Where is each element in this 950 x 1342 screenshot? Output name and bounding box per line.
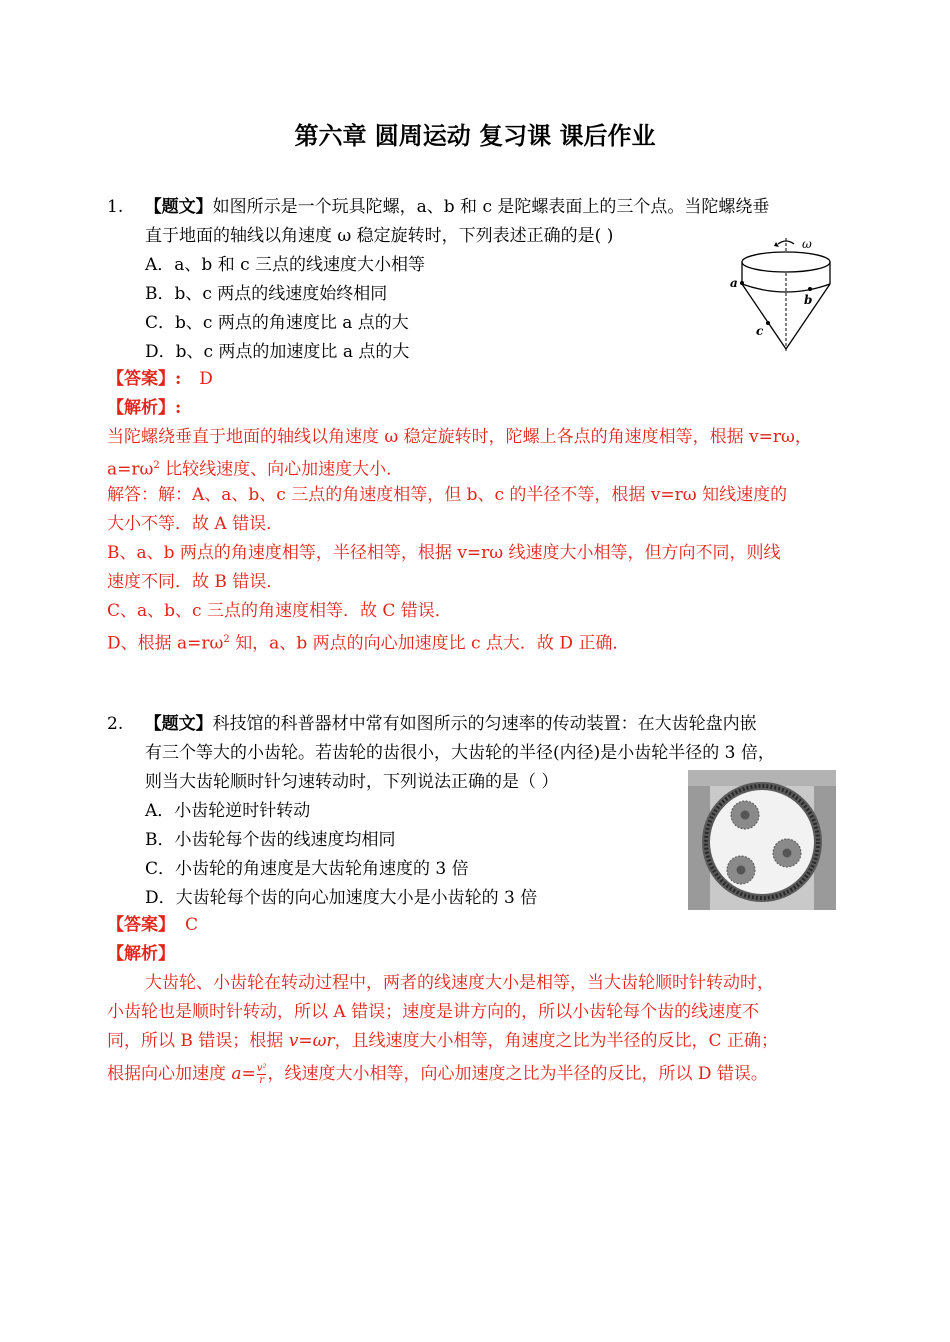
question-1-analysis-line-1: 当陀螺绕垂直于地面的轴线以角速度 ω 稳定旋转时，陀螺上各点的角速度相等，根据 v=rω， — [107, 427, 812, 447]
small-gear-bottom — [727, 856, 755, 884]
question-2-analysis-line-4: 根据向心加速度 a= $\frac{\text{v²}}{r}$ ，线速度大小相等，向心加速度之比为半径的反比，所以 D 错误。 — [107, 1063, 768, 1086]
formula-a-rw: a=rω — [107, 459, 154, 480]
question-2-stem-line-3: 则当大齿轮顺时针匀速转动时，下列说法正确的是（ ） — [145, 772, 559, 792]
question-stem-text: 科技馆的科普器材中常有如图所示的匀速率的传动装置：在大齿轮盘内嵌 — [212, 714, 757, 734]
formula-v-wr: v=ωr — [288, 1031, 335, 1051]
answer-label: 【答案】: — [107, 369, 182, 389]
question-1-option-c: C．b、c 两点的角速度比 a 点的大 — [145, 313, 409, 333]
question-1-analysis-label: 【解析】: — [107, 398, 182, 418]
question-2-option-d: D．大齿轮每个齿的向心加速度大小是小齿轮的 3 倍 — [145, 888, 538, 908]
formula-fraction: $\frac{\text{v²}}{r}$ — [256, 1063, 267, 1086]
question-1-analysis-line-4: 大小不等．故 A 错误． — [107, 514, 284, 534]
question-2-analysis-line-2: 小齿轮也是顺时针转动，所以 A 错误；速度是讲方向的，所以小齿轮每个齿的线速度不 — [107, 1002, 760, 1022]
question-number: 1. — [107, 197, 124, 217]
question-2-option-c: C．小齿轮的角速度是大齿轮角速度的 3 倍 — [145, 859, 469, 879]
question-2-option-b: B．小齿轮每个齿的线速度均相同 — [145, 830, 396, 850]
question-1-option-b: B．b、c 两点的线速度始终相同 — [145, 284, 388, 304]
question-1-analysis-line-6: 速度不同．故 B 错误． — [107, 572, 284, 592]
question-2-stem-line-2: 有三个等大的小齿轮。若齿轮的齿很小，大齿轮的半径(内径)是小齿轮半径的 3 倍， — [145, 743, 775, 763]
question-1-answer — [107, 368, 213, 390]
question-2-option-a: A．小齿轮逆时针转动 — [145, 801, 311, 821]
answer-label: 【答案】 — [107, 915, 175, 935]
question-1-stem-line-2: 直于地面的轴线以角速度 ω 稳定旋转时，下列表述正确的是( ) — [145, 226, 614, 246]
question-1-analysis-line-3: 解答：解：A、a、b、c 三点的角速度相等，但 b、c 的半径不等，根据 v=rω 知线速度的 — [107, 485, 788, 505]
question-number: 2. — [107, 714, 124, 734]
question-1-option-a: A．a、b 和 c 三点的线速度大小相等 — [145, 255, 426, 275]
point-a-label: a — [730, 276, 738, 290]
answer-value: C — [185, 915, 199, 935]
answer-value: D — [199, 369, 213, 389]
question-1-analysis-line-8: D、根据 $a=r\omega^2$ 知，a、b 两点的向心加速度比 c 点大．故 D 正确． — [107, 633, 630, 654]
question-1-stem-line-1 — [107, 196, 769, 218]
question-tag: 【题文】 — [144, 714, 213, 734]
question-1-analysis-line-5: B、a、b 两点的角速度相等，半径相等，根据 v=rω 线速度大小相等，但方向不同，则线 — [107, 543, 781, 563]
omega-label: ω — [802, 237, 812, 251]
small-gear-top — [731, 801, 759, 829]
question-2-answer — [107, 914, 198, 936]
question-2-analysis-label: 【解析】 — [107, 944, 175, 964]
point-c-label: c — [756, 324, 764, 338]
question-1-analysis-line-7: C、a、b、c 三点的角速度相等．故 C 错误． — [107, 601, 452, 621]
question-1-option-d: D．b、c 两点的加速度比 a 点的大 — [145, 342, 410, 362]
question-1-analysis-line-2: $a=r\omega^2$ 比较线速度、向心加速度大小． — [107, 459, 404, 480]
gear-figure — [688, 770, 836, 910]
formula-a: a= — [231, 1064, 256, 1084]
question-tag: 【题文】 — [144, 197, 213, 217]
question-2-stem-line-1 — [107, 713, 757, 735]
question-2-analysis-line-3: 同，所以 B 错误；根据 v=ωr，且线速度大小相等，角速度之比为半径的反比，C 正确； — [107, 1031, 778, 1051]
point-b-label: b — [804, 293, 813, 307]
spinning-top-figure — [728, 232, 848, 354]
question-stem-text: 如图所示是一个玩具陀螺，a、b 和 c 是陀螺表面上的三个点。当陀螺绕垂 — [212, 197, 770, 217]
small-gear-right — [773, 839, 801, 867]
question-2-analysis-line-1: 大齿轮、小齿轮在转动过程中，两者的线速度大小是相等，当大齿轮顺时针转动时， — [145, 973, 774, 993]
page-title: 第六章 圆周运动 复习课 课后作业 — [294, 122, 656, 150]
